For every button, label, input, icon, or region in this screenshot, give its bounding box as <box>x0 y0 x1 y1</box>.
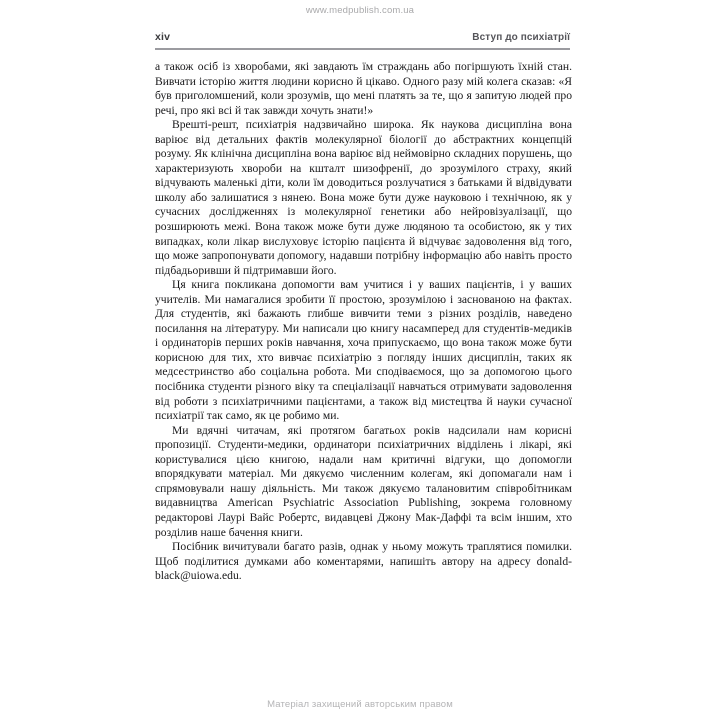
header-divider <box>155 48 570 50</box>
paragraph: Ми вдячні читачам, які протягом багатьох років надсилали нам корисні пропозиції. Студенти-медики, ординатори психіатричних відділень і лікарі, які користувалися цією книгою, надали нам критичні відгуки, що допомогли впорядкувати матеріал. Ми дякуємо численним колегам, які допомагали нам і спрямовували нашу діяльність. Ми також дякуємо талановитим співробітникам видавництва American Psychiatric Association Publishing, зокрема головному редакторові Лаурі Вайс Робертс, видавцеві Джону Мак-Даффі та всім іншим, хто розділив наше бачення книги. <box>155 423 572 539</box>
body-text-block <box>155 60 572 584</box>
page-number: xiv <box>155 31 171 43</box>
book-title: Вступ до психіатрії <box>472 32 570 43</box>
copyright-notice: Матеріал захищений авторським правом <box>267 699 453 710</box>
site-watermark-top: www.medpublish.com.ua <box>305 5 415 16</box>
running-head <box>155 31 570 43</box>
paragraph: Посібник вичитували багато разів, однак у ньому можуть траплятися помилки. Щоб поділитися думками або коментарями, напишіть автору на адресу donald-black@uiowa.edu. <box>155 540 572 583</box>
paragraph: а також осіб із хворобами, які завдають їм страждань або погіршують їхній стан. Вивчати історію життя людини корисно й цікаво. Одного разу мій колега сказав: «Я був приголомшений, коли зрозумів, що мені платять за те, що я запитую людей про речі, про які всі й так завжди хочуть знати!» <box>155 60 572 117</box>
paragraph: Врешті-решт, психіатрія надзвичайно широка. Як наукова дисципліна вона варіює від детальних фактів молекулярної біології до абстрактних концепцій розуму. Як клінічна дисципліна вона варіює від неймовірно складних порушень, що характеризують хвороби на кшталт шизофренії, до зрозумілого страху, який відчувають маленькі діти, коли їм доводиться розлучатися з батьками й відвідувати школу або залишатися з нянею. Вона може бути дуже науковою і технічною, як у сучасних дослідженнях із молекулярної генетики або нейровізуалізації, що розширюють межі. Вона також може бути дуже людяною та особистою, як у тих випадках, коли лікар вислуховує історію пацієнта й відчуває задоволення від того, що може запропонувати допомогу, надавши потрібну інформацію або навіть просто підбадьоривши й підтримавши його. <box>155 118 572 277</box>
paragraph: Ця книга покликана допомогти вам учитися і у ваших пацієнтів, і у ваших учителів. Ми намагалися зробити її простою, зрозумілою і заснованою на фактах. Для студентів, які бажають глибше вивчити теми з різних розділів, наведено посилання на літературу. Ми написали цю книгу насамперед для студентів-медиків і ординаторів перших років навчання, хоча припускаємо, що вона також може бути корисною для тих, хто вивчає психіатрію з погляду інших дисциплін, таких як медсестринство або соціальна робота. Ми сподіваємося, що за допомогою цього посібника студенти різного віку та спеціалізації навчаться отримувати задоволення від роботи з психіатричними пацієнтами, а також від мистецтва й науки сучасної психіатрії так само, як це робимо ми. <box>155 278 572 423</box>
